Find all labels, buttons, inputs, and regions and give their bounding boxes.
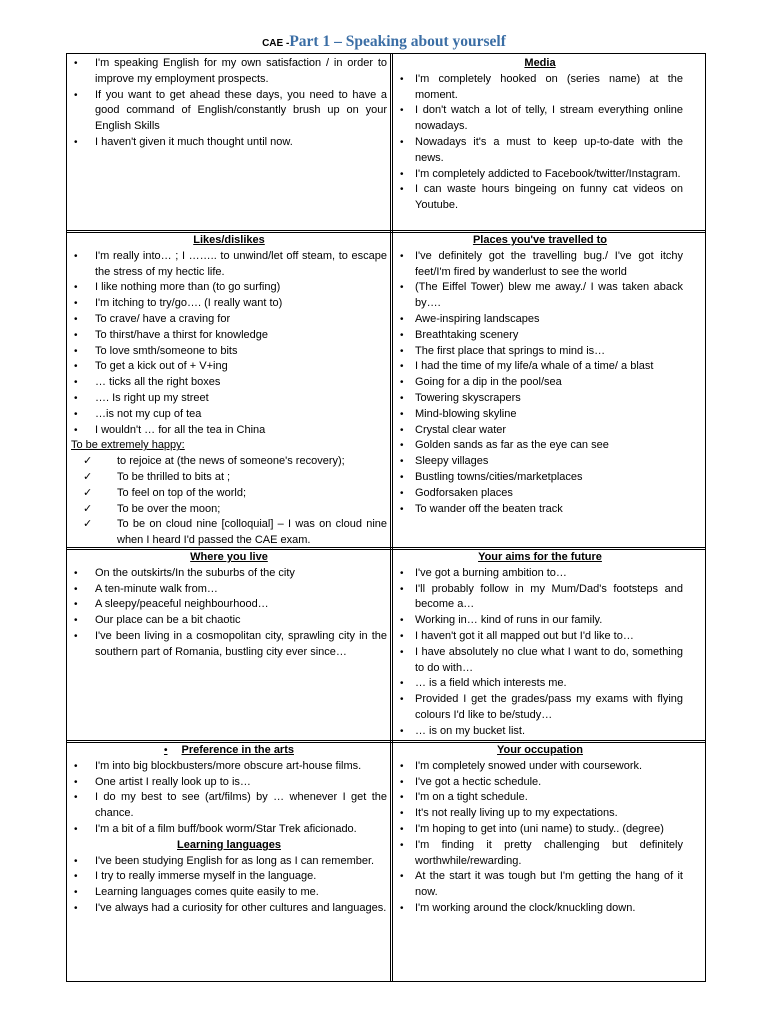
list-item: • Golden sands as far as the eye can see [397,438,683,454]
list-item: • Crystal clear water [397,423,683,439]
list-item: • I'm really into… ; I …….. to unwind/let off steam, to escape the stress of my hectic life. [71,249,387,281]
list-item: • … is on my bucket list. [397,724,683,740]
title-main: Part 1 – Speaking about yourself [289,33,506,50]
list-item: • Bustling towns/cities/marketplaces [397,470,683,486]
title-prefix: CAE - [262,38,290,49]
row-divider [67,740,705,741]
list-item: • I'm on a tight schedule. [397,790,683,806]
list-item: • It's not really living up to my expectations. [397,806,683,822]
list-item: • I'm completely hooked on (series name) at the moment. [397,72,683,104]
list-item: • I'm completely snowed under with coursework. [397,759,683,775]
where-cell [71,550,387,661]
list-item: • I'm finding it pretty challenging but definitely worthwhile/rewarding. [397,838,683,870]
list-item: • If you want to get ahead these days, you need to have a good command of English/constantly brush up on your English Skills [71,88,387,135]
list-item: • A sleepy/peaceful neighbourhood… [71,597,387,613]
list-item: • …is not my cup of tea [71,407,387,423]
list-item: • I can waste hours bingeing on funny cat videos on Youtube. [397,182,683,214]
list-item: • The first place that springs to mind is… [397,344,683,360]
list-item: • I haven't given it much thought until now. [71,135,387,151]
check-item: ✓ to rejoice at (the news of someone's recovery); [71,454,387,470]
list-item: • Awe-inspiring landscapes [397,312,683,328]
check-item: ✓ To be on cloud nine [colloquial] – I was on cloud nine when I heard I'd passed the CAE exam. [71,517,387,549]
list-item: • Learning languages comes quite easily to me. [71,885,387,901]
row-divider [67,230,705,231]
places-cell [397,233,683,517]
column-divider [392,54,393,981]
list-item: • Sleepy villages [397,454,683,470]
list-item: • … is a field which interests me. [397,676,683,692]
list-item: • To get a kick out of + V+ing [71,359,387,375]
list-item: • Working in… kind of runs in our family. [397,613,683,629]
list-item: • I've been living in a cosmopolitan city, sprawling city in the southern part of Romania, bustling city ever since… [71,629,387,661]
list-item: • I'm itching to try/go…. (I really want to) [71,296,387,312]
list-item: • I've been studying English for as long as I can remember. [71,854,387,870]
list-item: • I haven't got it all mapped out but I'd like to… [397,629,683,645]
check-item: ✓ To feel on top of the world; [71,486,387,502]
list-item: • (The Eiffel Tower) blew me away./ I was taken aback by…. [397,280,683,312]
list-item: • Godforsaken places [397,486,683,502]
subheading-happy: To be extremely happy: [71,439,185,452]
list-item: • I've got a burning ambition to… [397,566,683,582]
list-item: • Mind-blowing skyline [397,407,683,423]
list-item: • Provided I get the grades/pass my exams with flying colours I'd like to be/study… [397,692,683,724]
media-cell [397,56,683,214]
section-heading: Places you've travelled to [472,234,608,246]
section-heading: Where you live [190,551,268,563]
list-item: • I have absolutely no clue what I want to do, something to do with… [397,645,683,677]
list-item: • To thirst/have a thirst for knowledge [71,328,387,344]
list-item: • I don't watch a lot of telly, I stream everything online nowadays. [397,103,683,135]
list-item: • I'm speaking English for my own satisfaction / in order to improve my employment prospects. [71,56,387,88]
column-divider [390,54,391,981]
list-item: • I had the time of my life/a whale of a time/ a blast [397,359,683,375]
list-item: • Breathtaking scenery [397,328,683,344]
list-item: • A ten-minute walk from… [71,582,387,598]
list-item: • To crave/ have a craving for [71,312,387,328]
list-item: • … ticks all the right boxes [71,375,387,391]
list-item: • I'm working around the clock/knuckling down. [397,901,683,917]
list-item: • I'm hoping to get into (uni name) to study.. (degree) [397,822,683,838]
check-item: ✓ To be over the moon; [71,502,387,518]
aims-cell [397,550,683,740]
list-item: • I'm a bit of a film buff/book worm/Star Trek aficionado. [71,822,387,838]
list-item: • I try to really immerse myself in the language. [71,869,387,885]
list-item: • I've got a hectic schedule. [397,775,683,791]
list-item: • One artist I really look up to is… [71,775,387,791]
list-item: • At the start it was tough but I'm getting the hang of it now. [397,869,683,901]
list-item: • I wouldn't … for all the tea in China [71,423,387,439]
phrase-table [66,53,706,982]
list-item: • To love smth/someone to bits [71,344,387,360]
intro-cell [71,56,387,151]
likes-cell [71,233,387,549]
list-item: • I'm into big blockbusters/more obscure art-house films. [71,759,387,775]
list-item: • I'm completely addicted to Facebook/twitter/Instagram. [397,167,683,183]
check-item: ✓ To be thrilled to bits at ; [71,470,387,486]
list-item: • Towering skyscrapers [397,391,683,407]
list-item: • I've definitely got the travelling bug./ I've got itchy feet/I'm fired by wanderlust to see the world [397,249,683,281]
list-item: • I do my best to see (art/films) by … whenever I get the chance. [71,790,387,822]
occupation-cell [397,743,683,917]
list-item: • I'll probably follow in my Mum/Dad's footsteps and become a… [397,582,683,614]
section-heading: Learning languages [177,838,281,851]
list-item: • I've always had a curiosity for other cultures and languages. [71,901,387,917]
list-item: • On the outskirts/In the suburbs of the city [71,566,387,582]
section-heading: • Preference in the arts [71,743,387,759]
list-item: • Nowadays it's a must to keep up-to-date with the news. [397,135,683,167]
section-heading: Your aims for the future [478,551,602,563]
section-heading: Your occupation [497,744,583,756]
page-title [0,33,768,51]
list-item: • I like nothing more than (to go surfing) [71,280,387,296]
list-item: • To wander off the beaten track [397,502,683,518]
section-heading: Likes/dislikes [193,234,265,246]
section-heading: Media [524,57,556,69]
arts-cell [71,743,387,917]
list-item: • …. Is right up my street [71,391,387,407]
list-item: • Our place can be a bit chaotic [71,613,387,629]
list-item: • Going for a dip in the pool/sea [397,375,683,391]
